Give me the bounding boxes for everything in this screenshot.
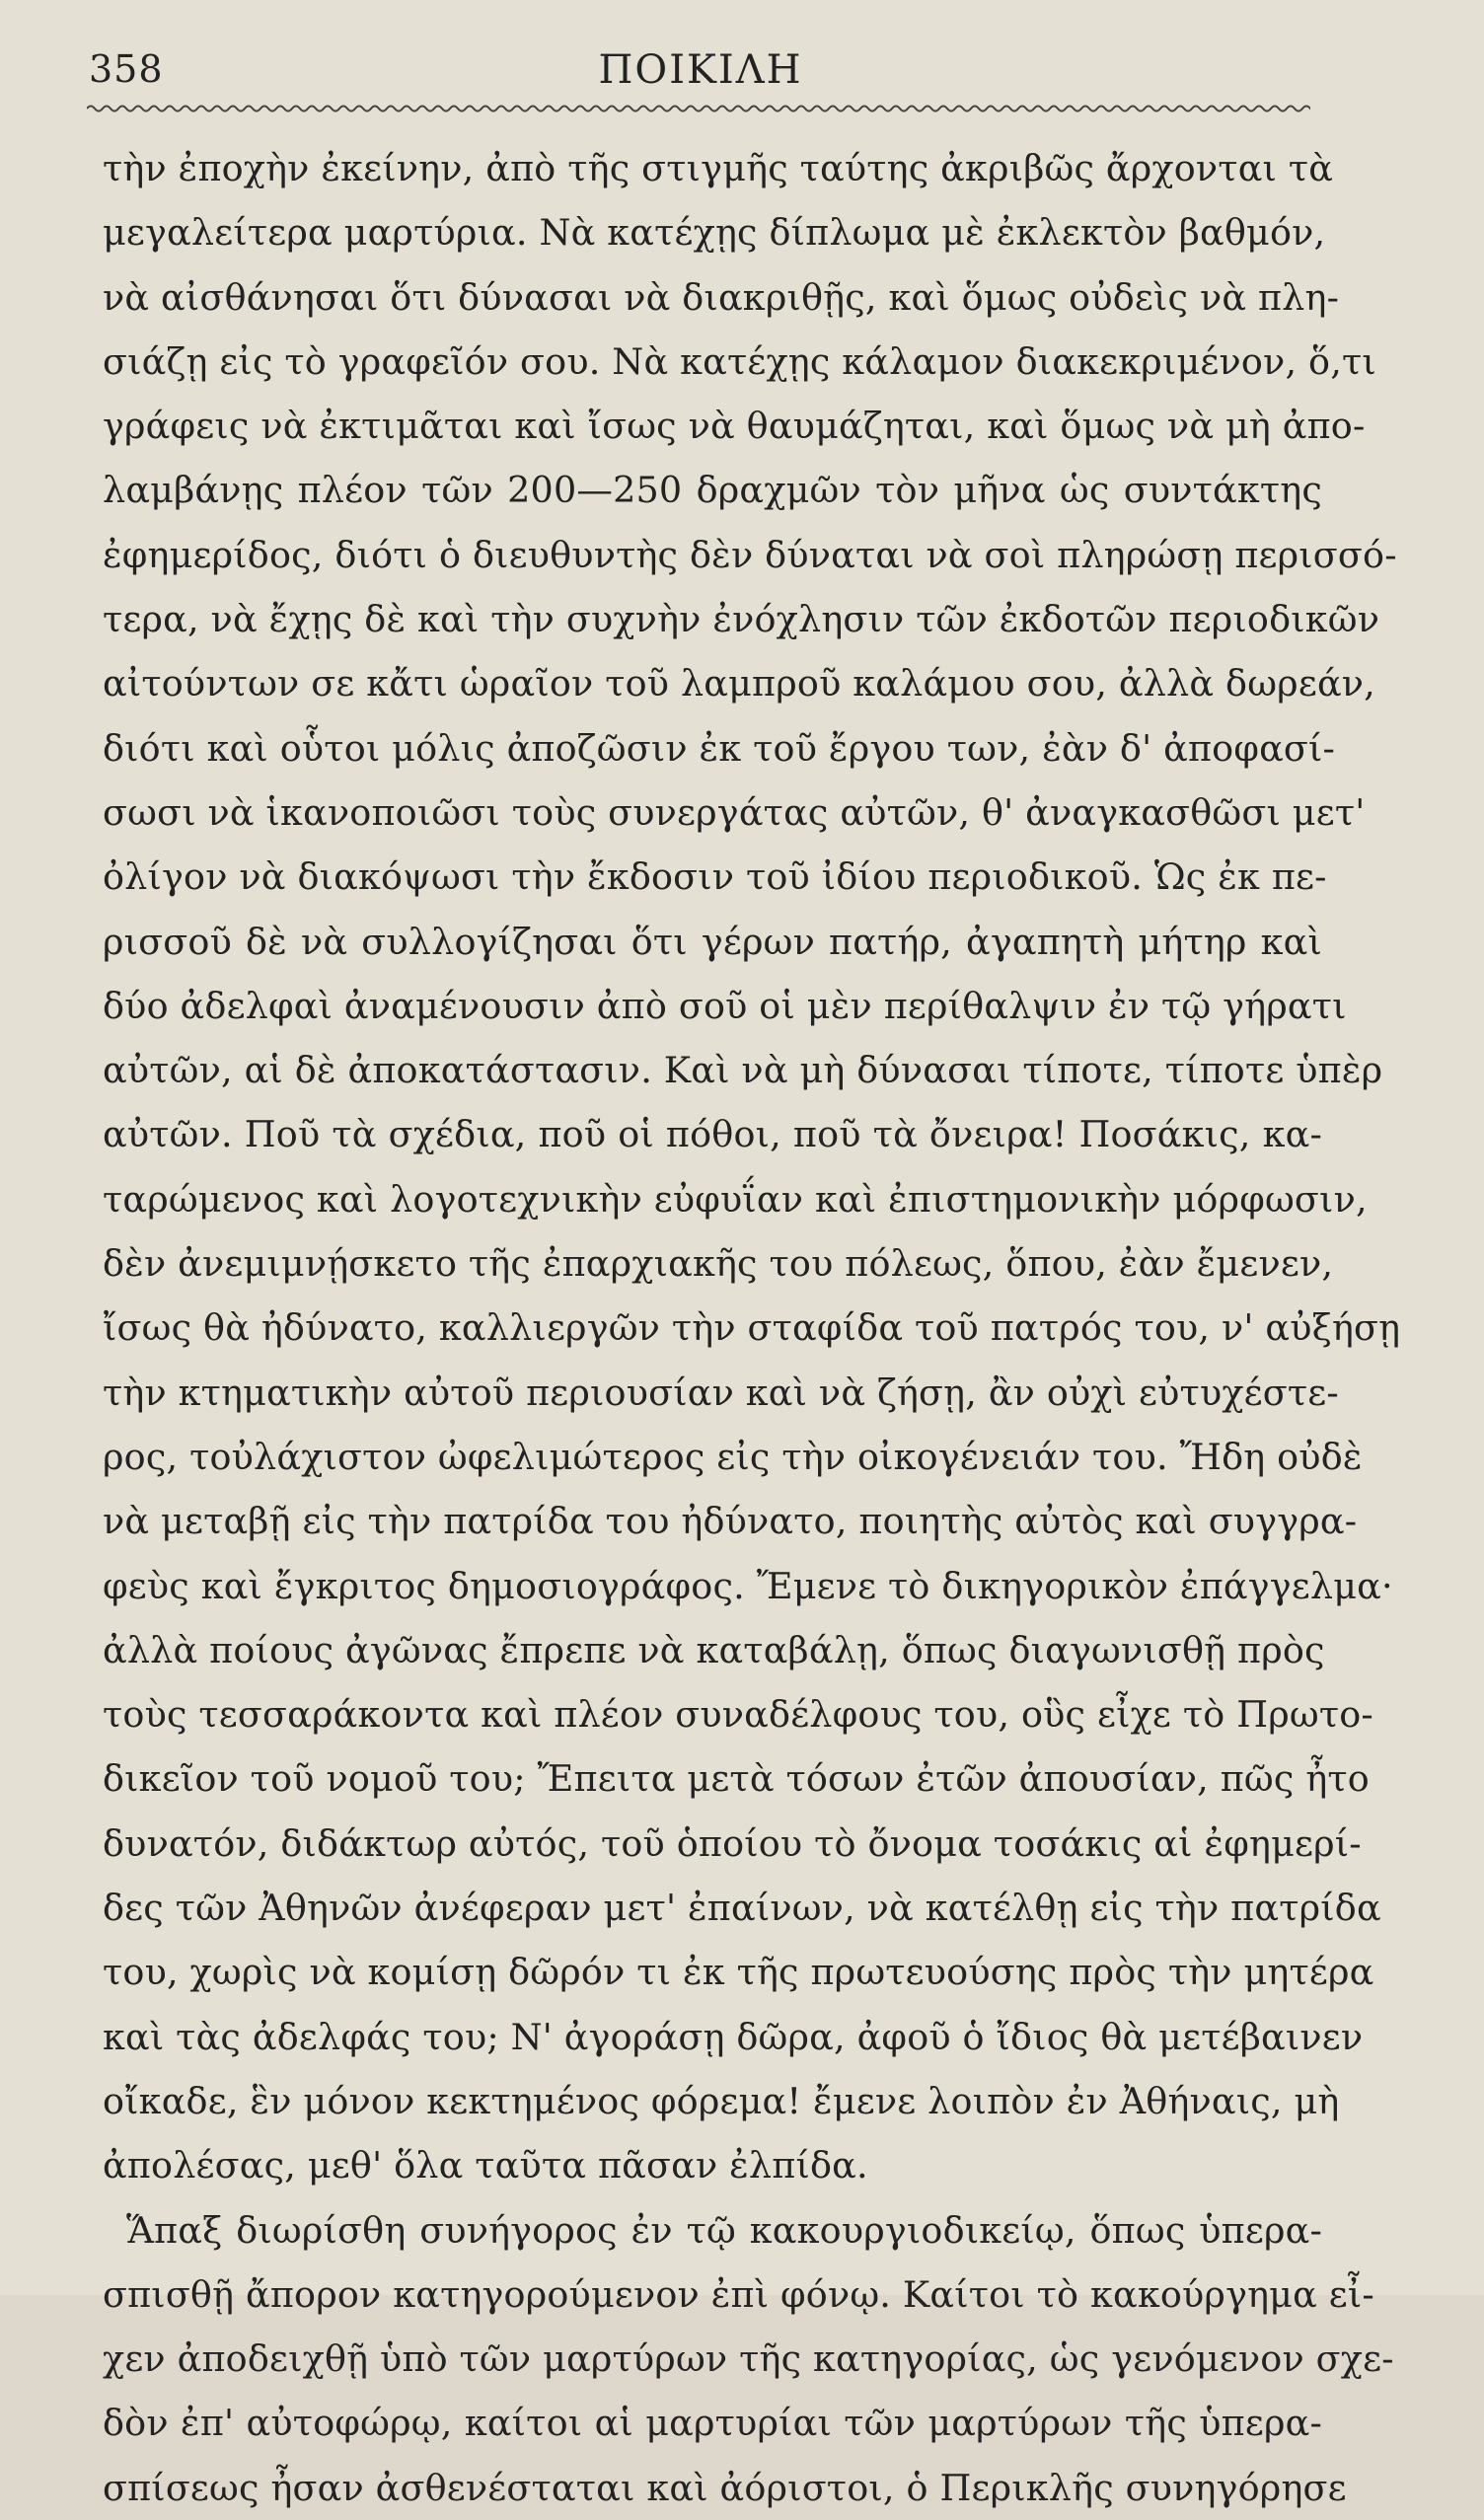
text-line: αὐτῶν. Ποῦ τὰ σχέδια, ποῦ οἱ πόθοι, ποῦ τὰ ὄνειρα! Ποσάκις, κα- <box>103 1113 1322 1156</box>
text-line: μεγαλείτερα μαρτύρια. Νὰ κατέχῃς δίπλωμα μὲ ἐκλεκτὸν βαθμόν, <box>103 211 1326 255</box>
text-line: χεν ἀποδειχθῇ ὑπὸ τῶν μαρτύρων τῆς κατηγορίας, ὡς γενόμενον σχε- <box>103 2337 1394 2381</box>
text-line: του, χωρὶς νὰ κομίσῃ δῶρόν τι ἐκ τῆς πρωτευούσης πρὸς τὴν μητέρα <box>103 1951 1374 1994</box>
text-line: διότι καὶ οὗτοι μόλις ἀποζῶσιν ἐκ τοῦ ἔργου των, ἐὰν δ' ἀποφασί- <box>103 726 1336 770</box>
page-number: 358 <box>89 47 164 91</box>
text-line: σωσι νὰ ἱκανοποιῶσι τοὺς συνεργάτας αὐτῶν, θ' ἀναγκασθῶσι μετ' <box>103 790 1366 834</box>
text-line: ἐφημερίδος, διότι ὁ διευθυντὴς δὲν δύναται νὰ σοὶ πληρώσῃ περισσό- <box>103 533 1397 576</box>
text-line: δυνατόν, διδάκτωρ αὐτός, τοῦ ὁποίου τὸ ὄνομα τοσάκις αἱ ἐφημερί- <box>103 1821 1362 1865</box>
text-line: ρος, τοὐλάχιστον ὠφελιμώτερος εἰς τὴν οἰκογένειάν του. Ἤδη οὐδὲ <box>103 1435 1363 1478</box>
text-line: δύο ἀδελφαὶ ἀναμένουσιν ἀπὸ σοῦ οἱ μὲν περίθαλψιν ἐν τῷ γήρατι <box>103 984 1347 1027</box>
text-line: δὲν ἀνεμιμνῄσκετο τῆς ἐπαρχιακῆς του πόλεως, ὅπου, ἐὰν ἔμενεν, <box>103 1242 1334 1286</box>
text-line: δὸν ἐπ' αὐτοφώρῳ, καίτοι αἱ μαρτυρίαι τῶν μαρτύρων τῆς ὑπερα- <box>103 2402 1322 2445</box>
text-line: καὶ τὰς ἀδελφάς του; Ν' ἀγοράσῃ δῶρα, ἀφοῦ ὁ ἴδιος θὰ μετέβαινεν <box>103 2015 1364 2058</box>
text-line: ἴσως θὰ ἠδύνατο, καλλιεργῶν τὴν σταφίδα τοῦ πατρός του, ν' αὐξήσῃ <box>103 1306 1401 1350</box>
text-line: νὰ αἰσθάνησαι ὅτι δύνασαι νὰ διακριθῇς, καὶ ὅμως οὐδεὶς νὰ πλη- <box>103 275 1340 319</box>
text-line: σιάζῃ εἰς τὸ γραφεῖόν σου. Νὰ κατέχῃς κάλαμον διακεκριμένον, ὅ,τι <box>103 339 1376 383</box>
text-line: δες τῶν Ἀθηνῶν ἀνέφεραν μετ' ἐπαίνων, νὰ κατέλθῃ εἰς τὴν πατρίδα <box>103 1887 1381 1930</box>
text-line: σπίσεως ἦσαν ἀσθενέσταται καὶ ἀόριστοι, ὁ Περικλῆς συνηγόρησε <box>103 2466 1347 2509</box>
text-line: τὴν κτηματικὴν αὐτοῦ περιουσίαν καὶ νὰ ζήσῃ, ἂν οὐχὶ εὐτυχέστε- <box>103 1371 1339 1414</box>
text-line: τὴν ἐποχὴν ἐκείνην, ἀπὸ τῆς στιγμῆς ταύτης ἀκριβῶς ἄρχονται τὰ <box>103 147 1334 189</box>
text-line: Ἅπαξ διωρίσθη συνήγορος ἐν τῷ κακουργιοδικείῳ, ὅπως ὑπερα- <box>126 2208 1322 2252</box>
running-title: ΠΟΙΚΙΛΗ <box>598 47 803 93</box>
text-line: σπισθῇ ἄπορον κατηγορούμενον ἐπὶ φόνῳ. Καίτοι τὸ κακούργημα εἶ- <box>103 2272 1374 2316</box>
text-line: ρισσοῦ δὲ νὰ συλλογίζησαι ὅτι γέρων πατήρ, ἀγαπητὴ μήτηρ καὶ <box>103 920 1322 963</box>
text-line: οἴκαδε, ἓν μόνον κεκτημένος φόρεμα! ἔμενε λοιπὸν ἐν Ἀθήναις, μὴ <box>103 2079 1340 2122</box>
body-text <box>103 136 1401 2520</box>
text-line: αὐτῶν, αἱ δὲ ἀποκατάστασιν. Καὶ νὰ μὴ δύνασαι τίποτε, τίποτε ὑπὲρ <box>103 1049 1383 1092</box>
text-line: γράφεις νὰ ἐκτιμᾶται καὶ ἴσως νὰ θαυμάζηται, καὶ ὅμως νὰ μὴ ἀπο- <box>103 405 1366 448</box>
text-line: νὰ μεταβῇ εἰς τὴν πατρίδα του ἠδύνατο, ποιητὴς αὐτὸς καὶ συγγρα- <box>103 1500 1358 1543</box>
text-line: ταρώμενος καὶ λογοτεχνικὴν εὐφυΐαν καὶ ἐπιστημονικὴν μόρφωσιν, <box>103 1177 1368 1221</box>
text-line: ἀπολέσας, μεθ' ὅλα ταῦτα πᾶσαν ἐλπίδα. <box>103 2144 868 2187</box>
text-line: φεὺς καὶ ἔγκριτος δημοσιογράφος. Ἔμενε τὸ δικηγορικὸν ἐπάγγελμα· <box>103 1564 1393 1607</box>
page-header <box>89 47 1312 97</box>
text-line: δικεῖον τοῦ νομοῦ του; Ἔπειτα μετὰ τόσων ἐτῶν ἀπουσίαν, πῶς ἦτο <box>103 1757 1370 1801</box>
text-line: ὀλίγον νὰ διακόψωσι τὴν ἔκδοσιν τοῦ ἰδίου περιοδικοῦ. Ὡς ἐκ πε- <box>103 855 1327 899</box>
header-wavy-rule <box>87 103 1310 114</box>
text-line: αἰτούντων σε κἄτι ὡραῖον τοῦ λαμπροῦ καλάμου σου, ἀλλὰ δωρεάν, <box>103 662 1375 705</box>
text-line: λαμβάνῃς πλέον τῶν 200—250 δραχμῶν τὸν μῆνα ὡς συντάκτης <box>103 469 1322 512</box>
text-line: ἀλλὰ ποίους ἀγῶνας ἔπρεπε νὰ καταβάλῃ, ὅπως διαγωνισθῇ πρὸς <box>103 1628 1325 1671</box>
text-line: τερα, νὰ ἔχῃς δὲ καὶ τὴν συχνὴν ἐνόχλησιν τῶν ἐκδοτῶν περιοδικῶν <box>103 598 1380 641</box>
text-line: τοὺς τεσσαράκοντα καὶ πλέον συναδέλφους του, οὓς εἶχε τὸ Πρωτο- <box>103 1693 1373 1737</box>
